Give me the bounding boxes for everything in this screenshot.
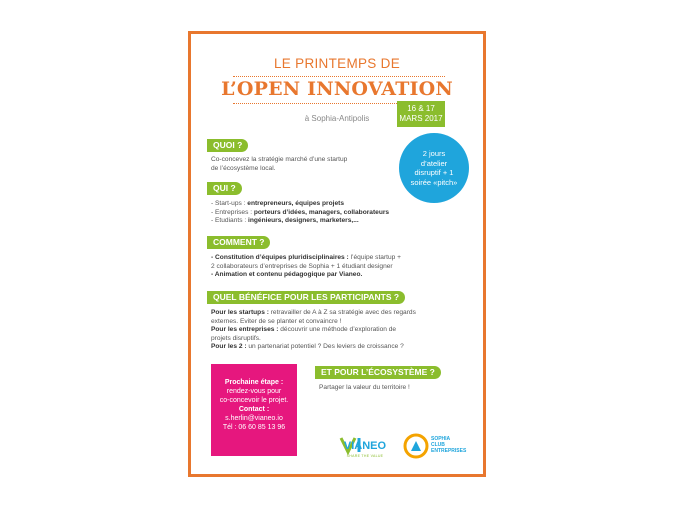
title-line1: LE PRINTEMPS DE (273, 56, 401, 71)
duration-bubble (399, 133, 469, 203)
date-badge (397, 101, 445, 127)
contact-line2: co-concevoir le projet. (219, 397, 289, 404)
contact-box (211, 364, 297, 456)
qui-list (211, 200, 471, 226)
bubble-line3: disruptif + 1 (414, 168, 454, 177)
qui-item: - Start-ups : entrepreneurs, équipes projets (211, 200, 345, 207)
qui-item: - Etudiants : ingénieurs, designers, marketers,... (211, 217, 359, 225)
contact-heading: Prochaine étape : (224, 379, 284, 386)
contact-phone: Tél : 06 60 85 13 96 (222, 424, 286, 431)
location: à Sophia-Antipolis (304, 114, 370, 123)
ecosysteme-text: Partager la valeur du territoire ! (319, 384, 410, 391)
vianeo-logo (339, 432, 391, 462)
vianeo-wordmark: VIANEO (343, 440, 387, 452)
title-line2: L’OPEN INNOVATION (221, 78, 453, 100)
benefice-text: Pour les startups : retravailler de A à Z sa stratégie avec des regards externes. Eviter de se planter et convaincre ! Pour les entreprises : découvrir une méthode d’exploration de projets disruptifs. Pour les 2 : un partenariat potentiel ? Des leviers de croissance ? (211, 309, 416, 351)
qui-item: - Entreprises : porteurs d’idées, managers, collaborateurs (211, 208, 390, 216)
flyer (188, 31, 486, 477)
title-dotted-rule-top (233, 76, 445, 77)
comment-text: - Constitution d’équipes pluridisciplinaires : l’équipe startup + 2 collaborateurs d’entreprises de Sophia + 1 étudiant designer - Animation et contenu pédagogique par Vianeo. (211, 254, 401, 279)
sce-line1: SOPHIA (431, 436, 451, 442)
quoi-heading: QUOI ? (207, 139, 248, 152)
date-line1: 16 & 17 (407, 104, 435, 113)
benefice-heading: QUEL BÉNÉFICE POUR LES PARTICIPANTS ? (207, 291, 405, 304)
contact-email[interactable]: s.herlin@vianeo.io (225, 415, 283, 422)
sce-line2: CLUB (431, 442, 445, 448)
bubble-line4: soirée «pitch» (410, 177, 458, 187)
qui-heading: QUI ? (207, 182, 242, 195)
bubble-line1: 2 jours (422, 149, 446, 158)
sce-line3: ENTREPRISES (431, 448, 467, 454)
ecosysteme-heading: ET POUR L’ÉCOSYSTÈME ? (315, 366, 441, 379)
bubble-line2: d’atelier (420, 158, 448, 168)
quoi-text: Co-concevez la stratégie marché d’une startup de l’écosystème local. (211, 156, 348, 172)
sophia-club-entreprises-logo (403, 432, 473, 462)
vianeo-tagline: SHARE THE VALUE (346, 454, 384, 458)
date-line2: MARS 2017 (399, 114, 443, 123)
contact-label: Contact : (238, 406, 270, 413)
comment-heading: COMMENT ? (207, 236, 270, 249)
contact-line1: rendez-vous pour (226, 388, 282, 395)
